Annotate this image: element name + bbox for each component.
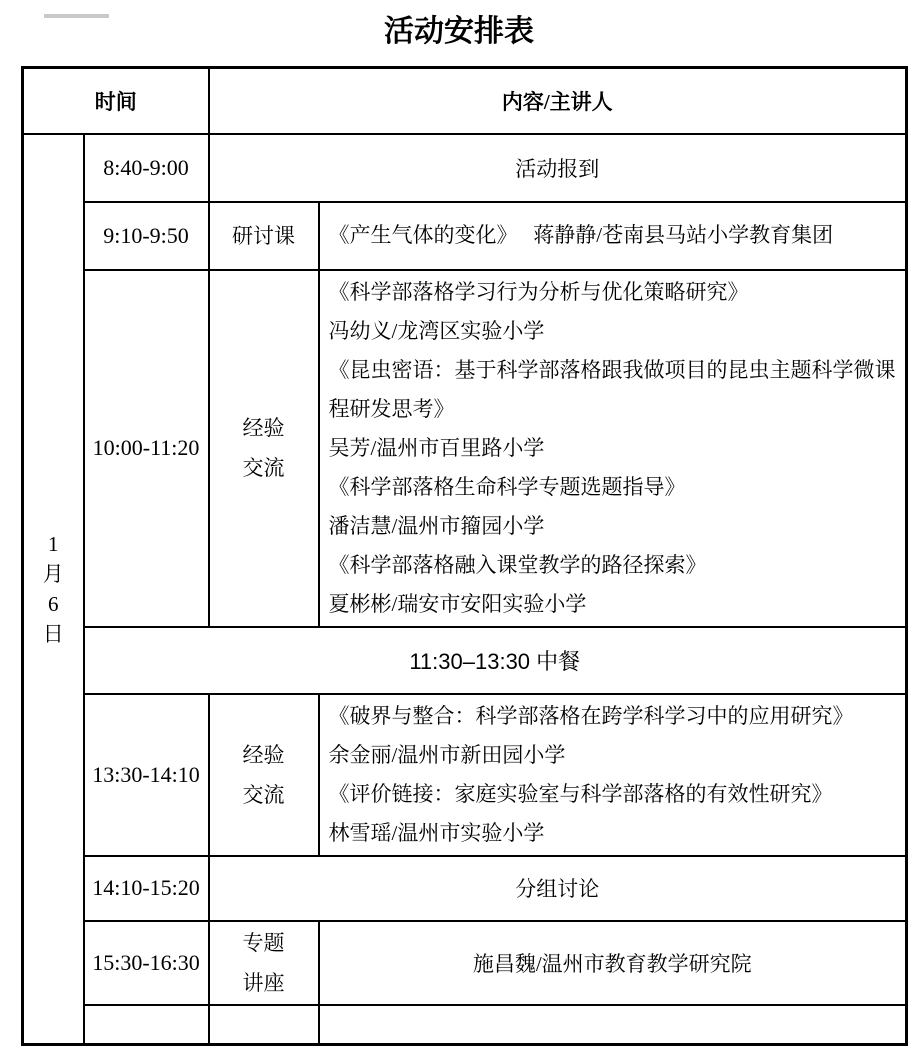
type-cell: 研讨课 xyxy=(209,202,319,270)
content-line: 夏彬彬/瑞安市安阳实验小学 xyxy=(328,591,587,616)
type-line: 专题 xyxy=(242,930,285,955)
content-cell xyxy=(319,694,907,856)
content-line: 《评价链接：家庭实验室与科学部落格的有效性研究》 xyxy=(328,781,833,806)
time-cell: 8:40-9:00 xyxy=(84,134,209,202)
row-lunch xyxy=(23,627,907,694)
content-cell: 《产生气体的变化》 蒋静静/苍南县马站小学教育集团 xyxy=(319,202,907,270)
content-line: 程研发思考》 xyxy=(328,396,455,421)
type-cell xyxy=(209,694,319,856)
time-cell: 13:30-14:10 xyxy=(84,694,209,856)
time-cell: 15:30-16:30 xyxy=(84,921,209,1005)
empty-cell xyxy=(84,1005,209,1045)
row-checkin xyxy=(23,134,907,202)
type-line: 交流 xyxy=(242,456,285,480)
date-char: 1 xyxy=(48,531,59,556)
schedule-table xyxy=(21,66,908,1046)
lunch-cell: 11:30–13:30 中餐 xyxy=(84,627,907,694)
header-content: 内容/主讲人 xyxy=(209,68,907,134)
header-row xyxy=(23,68,907,134)
content-cell: 施昌魏/温州市教育教学研究院 xyxy=(319,921,907,1005)
date-char: 日 xyxy=(42,621,64,646)
row-group-discussion xyxy=(23,856,907,921)
row-morning-exchange xyxy=(23,270,907,627)
date-char: 月 xyxy=(42,561,64,586)
date-char: 6 xyxy=(48,591,59,616)
row-lecture xyxy=(23,921,907,1005)
content-line: 《科学部落格学习行为分析与优化策略研究》 xyxy=(328,279,749,304)
type-cell xyxy=(209,270,319,627)
content-line: 潘洁慧/温州市籀园小学 xyxy=(328,513,545,538)
empty-cell xyxy=(209,1005,319,1045)
row-afternoon-exchange xyxy=(23,694,907,856)
type-line: 经验 xyxy=(242,416,285,440)
content-line: 林雪瑶/温州市实验小学 xyxy=(328,820,545,845)
content-line: 余金丽/温州市新田园小学 xyxy=(328,742,566,767)
content-line: 《科学部落格融入课堂教学的路径探索》 xyxy=(328,552,707,577)
content-line: 《破界与整合：科学部落格在跨学科学习中的应用研究》 xyxy=(328,703,854,728)
row-seminar xyxy=(23,202,907,270)
content-cell: 活动报到 xyxy=(209,134,907,202)
type-cell xyxy=(209,921,319,1005)
type-line: 讲座 xyxy=(242,970,285,995)
content-line: 冯幼义/龙湾区实验小学 xyxy=(328,318,545,343)
window-edge-fragment xyxy=(44,14,109,18)
type-line: 经验 xyxy=(242,742,285,767)
page-title: 活动安排表 xyxy=(384,15,534,48)
time-cell: 9:10-9:50 xyxy=(84,202,209,270)
time-cell: 14:10-15:20 xyxy=(84,856,209,921)
content-line: 《昆虫密语：基于科学部落格跟我做项目的昆虫主题科学微课 xyxy=(328,357,896,382)
time-cell: 10:00-11:20 xyxy=(84,270,209,627)
content-cell: 分组讨论 xyxy=(209,856,907,921)
date-cell xyxy=(23,134,84,1045)
content-line: 吴芳/温州市百里路小学 xyxy=(328,435,545,460)
content-line: 《科学部落格生命科学专题选题指导》 xyxy=(328,474,686,499)
row-cutoff xyxy=(23,1005,907,1045)
empty-cell xyxy=(319,1005,907,1045)
content-cell xyxy=(319,270,907,627)
header-time: 时间 xyxy=(23,68,209,134)
type-line: 交流 xyxy=(242,782,285,807)
